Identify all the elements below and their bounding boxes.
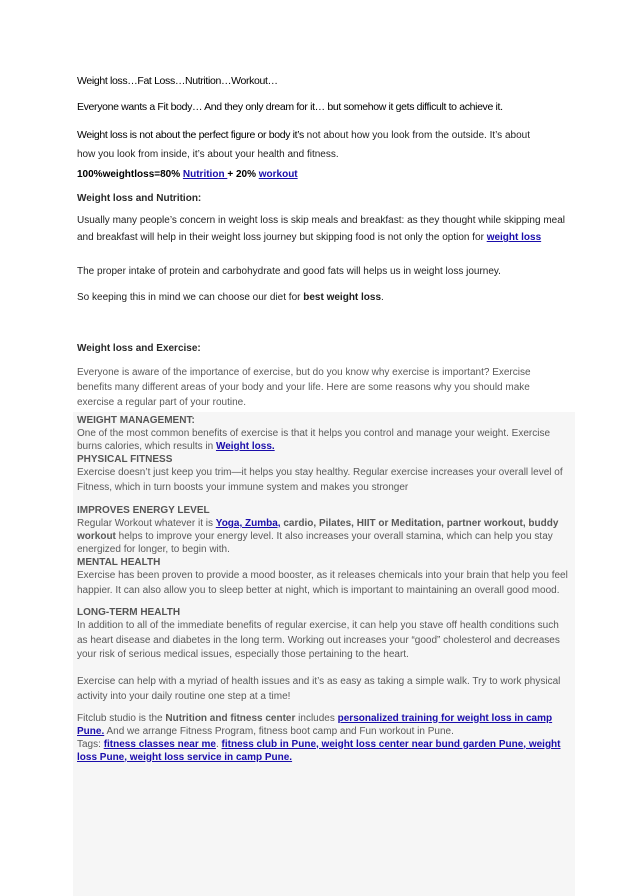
tag-separator: .: [215, 738, 222, 750]
formula-line: [77, 169, 565, 180]
heading-nutrition-text: Weight loss and Nutrition:: [77, 193, 202, 204]
exercise-intro-text: Everyone is aware of the importance of exercise, but do you know why exercise is important? Exercise benefits many different areas of your body and your life. Here are some reasons why you should make exercise a regular part of your routine.: [77, 367, 531, 408]
lt-heading-text: LONG-TERM HEALTH: [77, 607, 181, 618]
intro-line: [77, 101, 565, 113]
p3-rest-text: not about how you look from the outside.: [303, 130, 490, 141]
ie-heading-text: IMPROVES ENERGY LEVEL: [77, 505, 210, 516]
heading-nutrition: [77, 193, 565, 204]
p3-calibri-text: Weight loss is not about the perfect figure or body it’s: [77, 129, 304, 141]
formula-text: 100%weightloss=80%: [77, 169, 183, 180]
tags-line: [77, 738, 571, 764]
title-line: [77, 75, 565, 87]
ie-text-2: helps to improve your energy level. It also increases your overall stamina, which can help you stay energized for longer, to begin with.: [77, 531, 553, 555]
ie-bold-text: cardio, Pilates, HIIT or Meditation, partner workout, buddy workout: [77, 518, 559, 542]
formula-plus-text: + 20%: [227, 169, 259, 180]
fc-text: Fitclub studio is the: [77, 712, 166, 724]
wm-heading-text: WEIGHT MANAGEMENT:: [77, 415, 195, 426]
wm-text: One of the most common benefits of exercise is that it helps you control and manage your weight. Exercise burns calories, which results in: [77, 428, 551, 452]
fc-bold-text: Nutrition and fitness center: [165, 712, 296, 724]
title-text: Weight loss…Fat Loss…Nutrition…Workout…: [77, 75, 278, 87]
wm-paragraph: [77, 427, 571, 453]
heading-exercise: [77, 343, 565, 354]
best-weight-loss-text: best weight loss: [303, 292, 382, 303]
nutrition-paragraph-1: [77, 212, 565, 246]
tags-label: Tags:: [77, 738, 104, 750]
exercise-intro: [77, 365, 552, 410]
benefits-box: [73, 412, 575, 896]
weight-loss-link[interactable]: weight loss: [486, 232, 542, 243]
nutr-p1-text: Usually many people’s concern in weight loss is skip meals and breakfast: as they thought while skipping meal and breakfast will help in their weight loss journey but skipping food is not only the option for: [77, 215, 565, 243]
workout-link[interactable]: workout: [258, 169, 298, 180]
tag-link-2[interactable]: fitness club in Pune, weight loss center near bund garden Pune, weight loss Pune, weight loss service in camp Pune.: [77, 738, 561, 763]
intro-text: Everyone wants a Fit body… And they only dream for it… but somehow it gets difficult to achieve it.: [77, 101, 503, 113]
lt-heading: [77, 606, 571, 619]
fc-text-2: includes: [295, 712, 338, 724]
walk-text: Exercise can help with a myriad of health issues and it’s as easy as taking a simple walk. Try to work physical activity into your daily routine one step at a time!: [77, 675, 561, 702]
fc-text-3: And we arrange Fitness Program, fitness boot camp and Fun workout in Pune.: [104, 725, 454, 737]
wm-heading: [77, 414, 571, 427]
nutr-p2-text: The proper intake of protein and carbohydrate and good fats will helps us in weight loss journey.: [77, 266, 501, 277]
tag-link-1[interactable]: fitness classes near me: [103, 738, 216, 750]
mh-heading-text: MENTAL HEALTH: [77, 557, 161, 568]
p3-rest-text-b: It’s about: [489, 130, 530, 141]
pf-heading: [77, 453, 571, 466]
nutr-p3-text: So keeping this in mind we can choose our diet for: [77, 292, 304, 303]
nutrition-paragraph-3: [77, 292, 565, 303]
paragraph-figure: [77, 125, 565, 163]
lt-text: In addition to all of the immediate benefits of regular exercise, it can help you stave off health conditions such as heart disease and diabetes in the long term. Working out increases your “good” cholesterol and decreases your risk of serious medical issues, especially those pertaining to the heart.: [77, 620, 560, 660]
personalized-training-link[interactable]: personalized training for weight loss in camp Pune.: [77, 712, 553, 737]
ie-paragraph: [77, 517, 571, 556]
pf-heading-text: PHYSICAL FITNESS: [77, 454, 173, 465]
heading-exercise-text: Weight loss and Exercise:: [77, 343, 201, 354]
pf-text: Exercise doesn’t just keep you trim—it helps you stay healthy. Regular exercise increases your overall level of Fitness, which in turn boosts your immune system and makes you stronger: [77, 467, 563, 493]
mh-heading: [77, 556, 571, 569]
nutr-p3-period: .: [381, 292, 384, 303]
nutrition-paragraph-2: [77, 266, 565, 277]
pf-paragraph: [77, 466, 571, 495]
mh-paragraph: [77, 569, 571, 598]
ie-text: Regular Workout whatever it is: [77, 518, 216, 529]
p3-line2-text: how you look from inside, it’s about your health and fitness.: [77, 149, 339, 160]
fitclub-paragraph: [77, 712, 571, 738]
weight-loss-link-2[interactable]: Weight loss.: [215, 441, 275, 452]
ie-heading: [77, 504, 571, 517]
walk-paragraph: [77, 674, 571, 704]
nutrition-link[interactable]: Nutrition: [182, 169, 228, 180]
mh-text: Exercise has been proven to provide a mood booster, as it releases chemicals into your brain that help you feel happier. It can also allow you to sleep better at night, which is important to maintaining an overall good mood.: [77, 570, 568, 596]
yoga-zumba-link[interactable]: Yoga, Zumba,: [215, 518, 281, 529]
lt-paragraph: [77, 619, 571, 663]
